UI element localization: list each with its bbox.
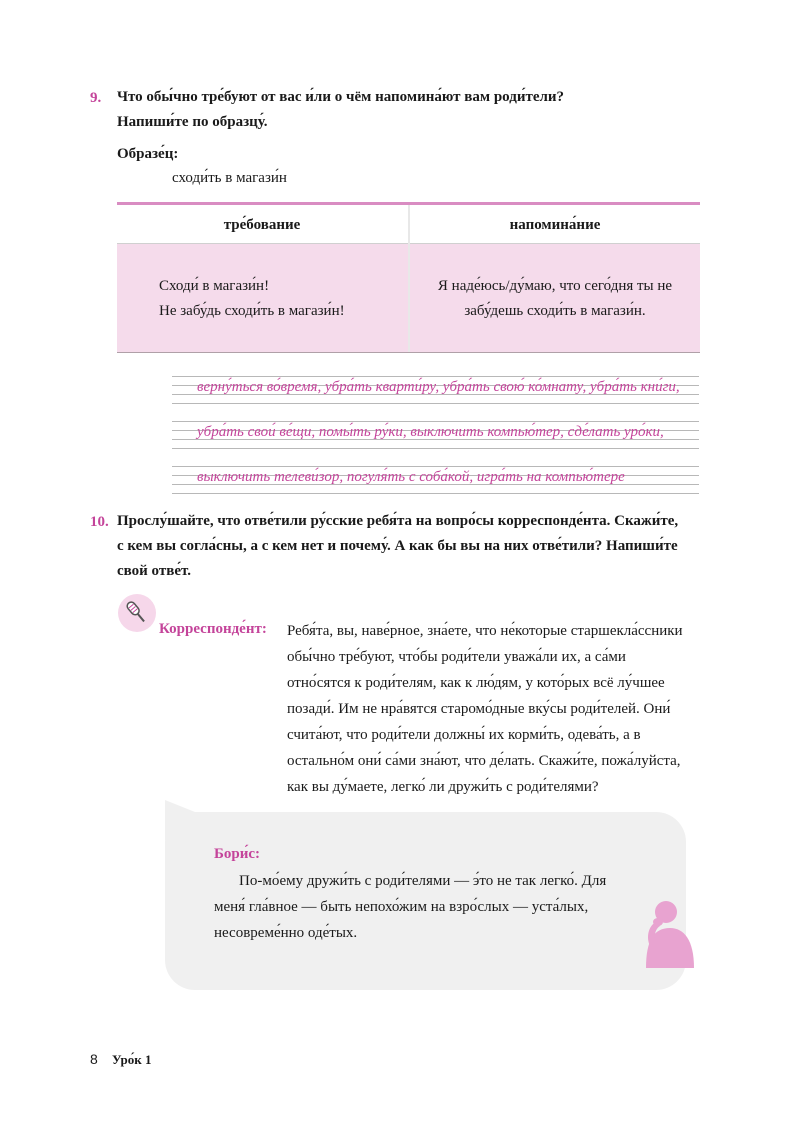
sample-table <box>117 202 700 352</box>
table-cell-requirement-line2: Не забу́дь сходи́ть в магази́н! <box>159 303 345 319</box>
exercise-9-instruction-line2: Напиши́те по образцу́. <box>117 114 268 130</box>
thinking-person-icon <box>632 896 698 968</box>
prompt-line-1: верну́ться во́время, убра́ть кварти́ру, убра́ть свою́ ко́мнату, убра́ть кни́ги, <box>197 379 680 395</box>
table-header-requirement: тре́бование <box>223 217 301 233</box>
writing-line-3 <box>172 466 699 494</box>
table-column-divider <box>408 205 410 352</box>
exercise-9-number: 9. <box>90 90 102 106</box>
correspondent-line: позади́. Им не нра́вятся старомо́дные вку́сы роди́телей. Они́ <box>287 701 671 717</box>
page-number: 8 <box>90 1051 98 1067</box>
microphone-icon <box>118 594 156 632</box>
table-cell-reminder-line2: забу́дешь сходи́ть в магази́н. <box>464 303 646 319</box>
writing-line-1 <box>172 376 699 404</box>
boris-line: По-мо́ему дружи́ть с роди́телями — э́то не так легко́. Для <box>239 873 607 889</box>
exercise-10-number: 10. <box>90 514 109 530</box>
correspondent-line: остально́м они́ са́ми зна́ют, что де́лать. Скажи́те, пожа́луйста, <box>287 753 681 769</box>
correspondent-line: Ребя́та, вы, наве́рное, зна́ете, что не́которые старшекла́ссники <box>287 623 683 639</box>
table-cell-reminder-line1: Я наде́юсь/ду́маю, что сего́дня ты не <box>437 278 673 294</box>
table-cell-requirement-line1: Сходи́ в магази́н! <box>159 278 270 294</box>
boris-line: несовреме́нно оде́тых. <box>214 925 358 941</box>
table-header-reminder: напомина́ние <box>509 217 601 233</box>
lesson-label: Уро́к 1 <box>112 1052 152 1067</box>
correspondent-speech <box>287 618 707 800</box>
exercise-10-instruction-line2: с кем вы согла́сны, а с кем нет и почему́. А как бы вы на них отве́тили? Напиши́те <box>117 538 678 554</box>
sample-text: сходи́ть в магази́н <box>172 170 287 186</box>
correspondent-label: Корреспонде́нт: <box>159 621 267 637</box>
writing-line-2 <box>172 421 699 449</box>
boris-label: Бори́с: <box>214 846 261 862</box>
exercise-10-instruction-line1: Прослу́шайте, что отве́тили ру́сские ребя́та на вопро́сы корреспонде́нта. Скажи́те, <box>117 513 679 529</box>
correspondent-line: отно́сятся к роди́телям, как к лю́дям, у кото́рых всё лу́чшее <box>287 675 665 691</box>
prompt-line-3: выключить телеви́зор, погуля́ть с соба́кой, игра́ть на компью́тере <box>197 469 625 485</box>
sample-label: Образе́ц: <box>117 146 179 162</box>
exercise-10-instruction-line3: свой отве́т. <box>117 563 191 579</box>
boris-line: меня́ гла́вное — быть непохо́жим на взро́слых — уста́лых, <box>214 899 589 915</box>
correspondent-line: как вы ду́маете, легко́ ли дружи́ть с роди́телями? <box>287 779 599 795</box>
boris-speech <box>214 868 654 946</box>
exercise-9-instruction-line1: Что обы́чно тре́буют от вас и́ли о чём напомина́ют вам роди́тели? <box>117 89 565 105</box>
correspondent-line: счита́ют, что роди́тели должны́ их корми́ть, одева́ть, а в <box>287 727 641 743</box>
correspondent-line: обы́чно тре́буют, что́бы роди́тели уважа́ли их, а са́ми <box>287 649 626 665</box>
prompt-line-2: убра́ть свои́ ве́щи, помы́ть ру́ки, выключить компью́тер, сде́лать уро́ки, <box>197 424 664 440</box>
